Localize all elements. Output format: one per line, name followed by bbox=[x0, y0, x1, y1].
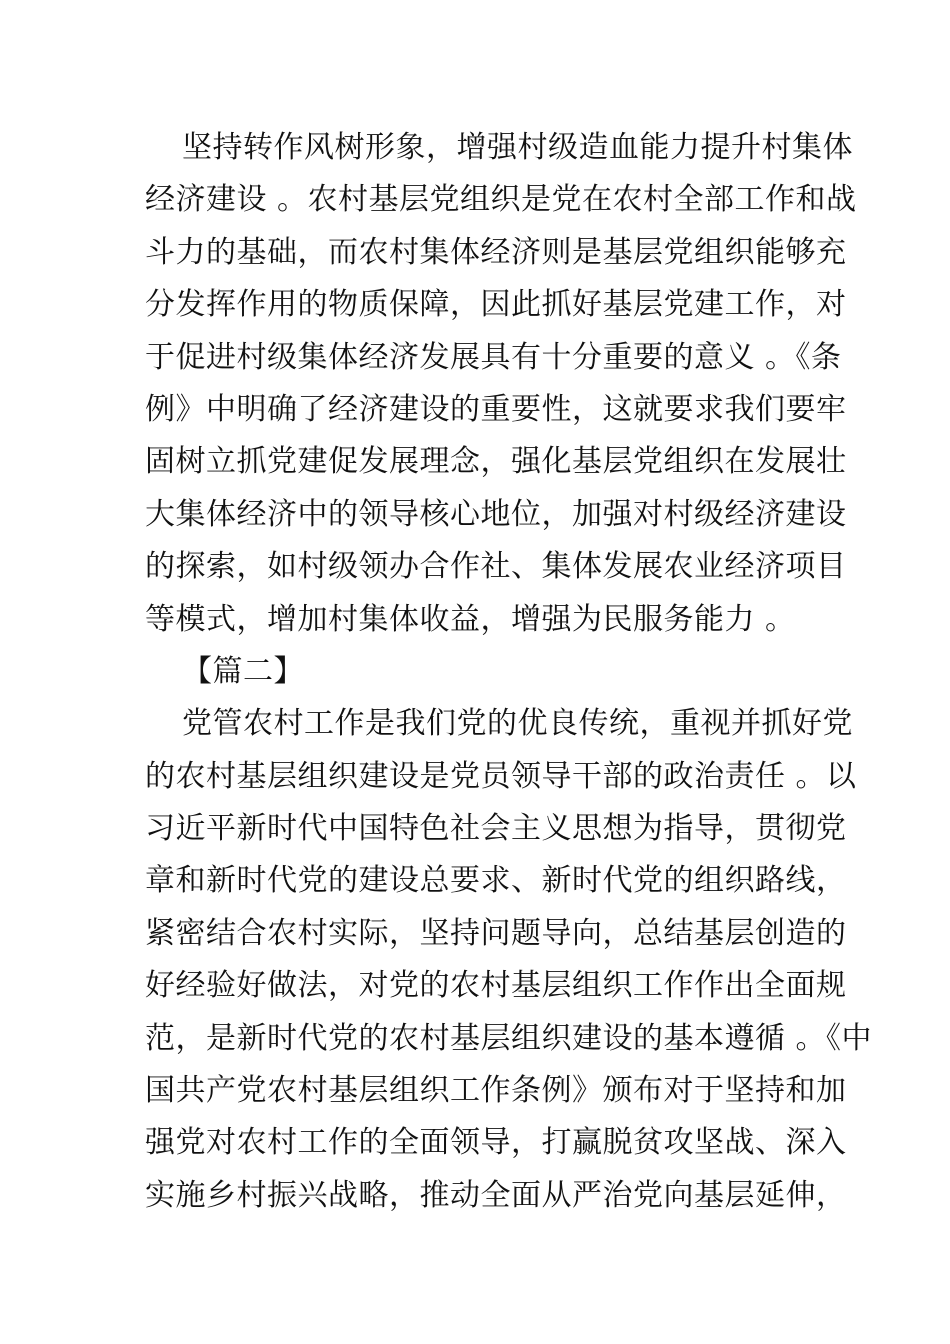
text-line: 党管农村工作是我们党的优良传统，重视并抓好党 bbox=[182, 706, 853, 742]
text-line: 好经验好做法，对党的农村基层组织工作作出全面规 bbox=[145, 968, 847, 1004]
document-body bbox=[145, 122, 873, 1222]
text-line: 坚持转作风树形象，增强村级造血能力提升村集体 bbox=[182, 130, 853, 165]
paragraph-2 bbox=[145, 698, 873, 1222]
text-line: 强党对农村工作的全面领导，打赢脱贫攻坚战、深入 bbox=[145, 1125, 847, 1161]
text-line: 斗力的基础，而农村集体经济则是基层党组织能够充 bbox=[145, 234, 847, 270]
text-line: 于促进村级集体经济发展具有十分重要的意义 。《条 bbox=[145, 339, 842, 375]
text-line: 的探索，如村级领办合作社、集体发展农业经济项目 bbox=[145, 549, 847, 585]
text-line: 分发挥作用的物质保障，因此抓好基层党建工作，对 bbox=[145, 287, 847, 323]
text-line: 实施乡村振兴战略，推动全面从严治党向基层延伸， bbox=[145, 1177, 847, 1213]
text-line: 习近平新时代中国特色社会主义思想为指导，贯彻党 bbox=[145, 811, 847, 847]
text-line: 经济建设 。农村基层党组织是党在农村全部工作和战 bbox=[145, 182, 857, 218]
text-line: 例》中明确了经济建设的重要性，这就要求我们要牢 bbox=[145, 391, 847, 427]
section-heading: 【篇二】 bbox=[182, 653, 304, 689]
text-line: 紧密结合农村实际，坚持问题导向，总结基层创造的 bbox=[145, 915, 847, 951]
text-line: 的农村基层组织建设是党员领导干部的政治责任 。以 bbox=[145, 758, 857, 794]
paragraph-1 bbox=[145, 122, 857, 646]
text-line: 大集体经济中的领导核心地位，加强对村级经济建设 bbox=[145, 496, 847, 532]
text-line: 固树立抓党建促发展理念，强化基层党组织在发展壮 bbox=[145, 444, 847, 480]
text-line: 章和新时代党的建设总要求、新时代党的组织路线， bbox=[145, 863, 847, 899]
text-line: 国共产党农村基层组织工作条例》颁布对于坚持和加 bbox=[145, 1073, 847, 1109]
text-line: 等模式，增加村集体收益，增强为民服务能力 。 bbox=[145, 601, 796, 637]
text-line: 范，是新时代党的农村基层组织建设的基本遵循 。《中 bbox=[145, 1020, 873, 1056]
